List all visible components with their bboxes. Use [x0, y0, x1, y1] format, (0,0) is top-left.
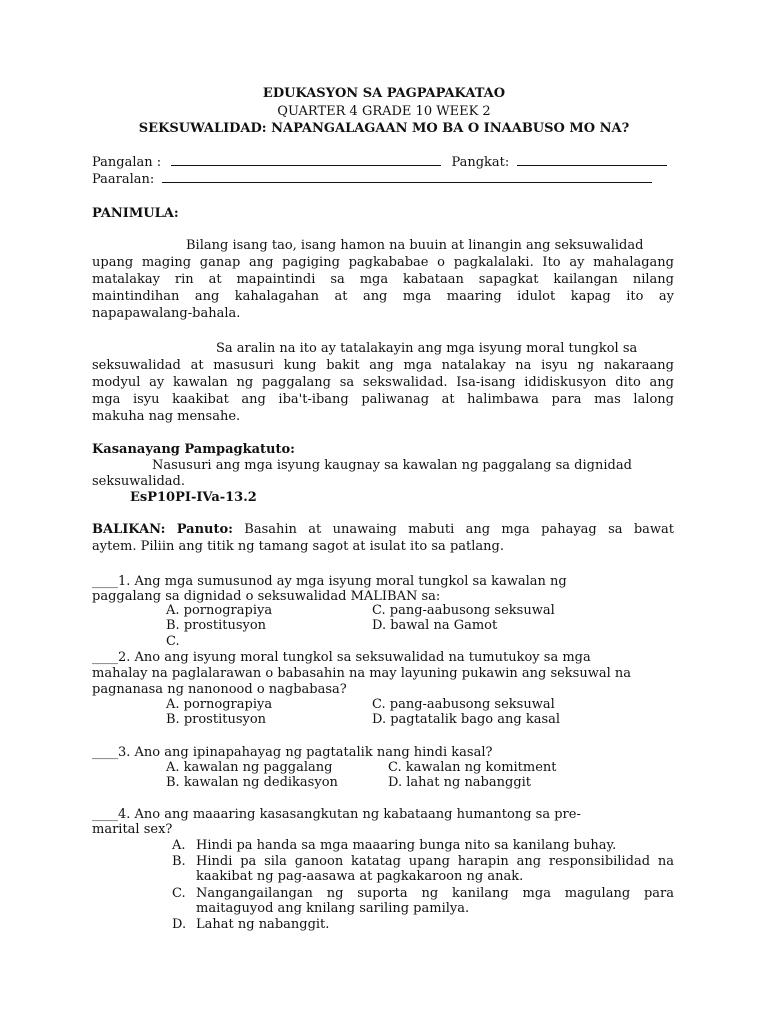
choice-text: Hindi pa sila ganoon katatag upang harapin ang responsibilidad na — [196, 854, 674, 869]
choice: C. — [166, 634, 180, 649]
question-2 — [92, 650, 591, 666]
school-label: Paaralan: — [92, 172, 155, 187]
choice: B. prostitusyon — [166, 618, 267, 633]
question-text: 3. Ano ang ipinapahayag ng pagtatalik nang hindi kasal? — [118, 745, 493, 760]
answer-blank[interactable]: ____ — [92, 650, 118, 665]
competency-code: EsP10PI-IVa-13.2 — [130, 490, 257, 505]
balikan-label: BALIKAN: — [92, 522, 166, 537]
question-text: 2. Ano ang isyung moral tungkol sa seksuwalidad na tumutukoy sa mga — [118, 650, 591, 665]
competency-heading: Kasanayang Pampagkatuto: — [92, 442, 295, 457]
choice: A. pornograpiya — [166, 697, 273, 712]
choice-letter: A. — [172, 838, 186, 853]
competency-line: Nasusuri ang mga isyung kaugnay sa kawalan ng paggalang sa dignidad — [152, 458, 632, 473]
name-field[interactable] — [171, 154, 441, 166]
choice: C. kawalan ng komitment — [388, 760, 557, 775]
question-4 — [92, 807, 581, 823]
intro-p1-line: upang maging ganap ang pagiging pagkababae o pagkalalaki. Ito ay mahalagang — [92, 255, 674, 270]
choice: A. pornograpiya — [166, 603, 273, 618]
subject-heading: EDUKASYON SA PAGPAPAKATAO — [262, 86, 506, 101]
balikan-line — [92, 522, 674, 538]
school-field[interactable] — [162, 171, 652, 183]
question-text: paggalang sa dignidad o seksuwalidad MALIBAN sa: — [92, 589, 441, 604]
intro-p1-line: Bilang isang tao, isang hamon na buuin at linangin ang seksuwalidad — [186, 238, 644, 253]
choice: B. prostitusyon — [166, 712, 267, 727]
intro-p2-line: seksuwalidad at masusuri kung bakit ang mga natalakay na isyu ng nakaraang — [92, 358, 674, 373]
choice-text: Hindi pa handa sa mga maaaring bunga nito sa kanilang buhay. — [196, 838, 617, 853]
quarter-heading: QUARTER 4 GRADE 10 WEEK 2 — [277, 104, 491, 119]
intro-p1-line: maintindihan ang kahalagahan at ang mga maaring idulot kapag ito ay — [92, 289, 674, 304]
choice-text: maitaguyod ang knilang sariling pamilya. — [196, 901, 470, 916]
intro-p2-line: modyul ay kawalan ng paggalang sa sekswalidad. Isa-isang ididiskusyon dito ang — [92, 375, 674, 390]
intro-p2-line: Sa aralin na ito ay tatalakayin ang mga isyung moral tungkol sa — [216, 341, 638, 356]
section-field[interactable] — [517, 154, 667, 166]
question-text: marital sex? — [92, 822, 173, 837]
page-title: SEKSUWALIDAD: NAPANGALAGAAN MO BA O INAABUSO MO NA? — [138, 121, 630, 136]
choice-letter: B. — [172, 854, 186, 869]
choice: B. kawalan ng dedikasyon — [166, 775, 338, 790]
name-field-row — [92, 154, 667, 171]
panuto-label: Panuto: — [176, 522, 233, 537]
answer-blank[interactable]: ____ — [92, 745, 118, 760]
choice: A. kawalan ng paggalang — [166, 760, 333, 775]
question-1 — [92, 574, 567, 590]
panimula-heading: PANIMULA: — [92, 206, 179, 221]
school-field-row — [92, 171, 652, 188]
choice-letter: C. — [172, 886, 186, 901]
intro-p1-line: matalakay rin at mapaintindi sa mga kabataan sapagkat kailangan nilang — [92, 272, 674, 287]
question-text: 4. Ano ang maaaring kasasangkutan ng kabataang humantong sa pre- — [118, 807, 581, 822]
question-3 — [92, 745, 492, 761]
question-text: 1. Ang mga sumusunod ay mga isyung moral tungkol sa kawalan ng — [118, 574, 567, 589]
intro-p2-line: makuha nag mensahe. — [92, 409, 241, 424]
choice: D. bawal na Gamot — [372, 618, 498, 633]
choice: D. lahat ng nabanggit — [388, 775, 532, 790]
choice: D. pagtatalik bago ang kasal — [372, 712, 561, 727]
balikan-instruction-2: aytem. Piliin ang titik ng tamang sagot at isulat ito sa patlang. — [92, 539, 504, 554]
question-text: pagnanasa ng nanonood o nagbabasa? — [92, 682, 347, 697]
intro-p1-line: napapawalang-bahala. — [92, 306, 241, 321]
choice: C. pang-aabusong seksuwal — [372, 697, 555, 712]
choice-text: kaakibat ng pag-aasawa at pagkakaroon ng anak. — [196, 869, 524, 884]
choice-text: Nangangailangan ng suporta ng kanilang mga magulang para — [196, 886, 674, 901]
choice: C. pang-aabusong seksuwal — [372, 603, 555, 618]
answer-blank[interactable]: ____ — [92, 807, 118, 822]
question-text: mahalay na paglalarawan o babasahin na may layuning pukawin ang seksuwal na — [92, 666, 632, 681]
section-label: Pangkat: — [451, 155, 510, 170]
answer-blank[interactable]: ____ — [92, 574, 118, 589]
balikan-instruction: Basahin at unawaing mabuti ang mga pahayag sa bawat — [244, 522, 675, 537]
choice-text: Lahat ng nabanggit. — [196, 917, 330, 932]
choice-letter: D. — [172, 917, 187, 932]
intro-p2-line: mga isyu kaakibat ang iba't-ibang paliwanag at halimbawa para mas lalong — [92, 392, 674, 407]
competency-line: seksuwalidad. — [92, 474, 186, 489]
name-label: Pangalan : — [92, 155, 162, 170]
